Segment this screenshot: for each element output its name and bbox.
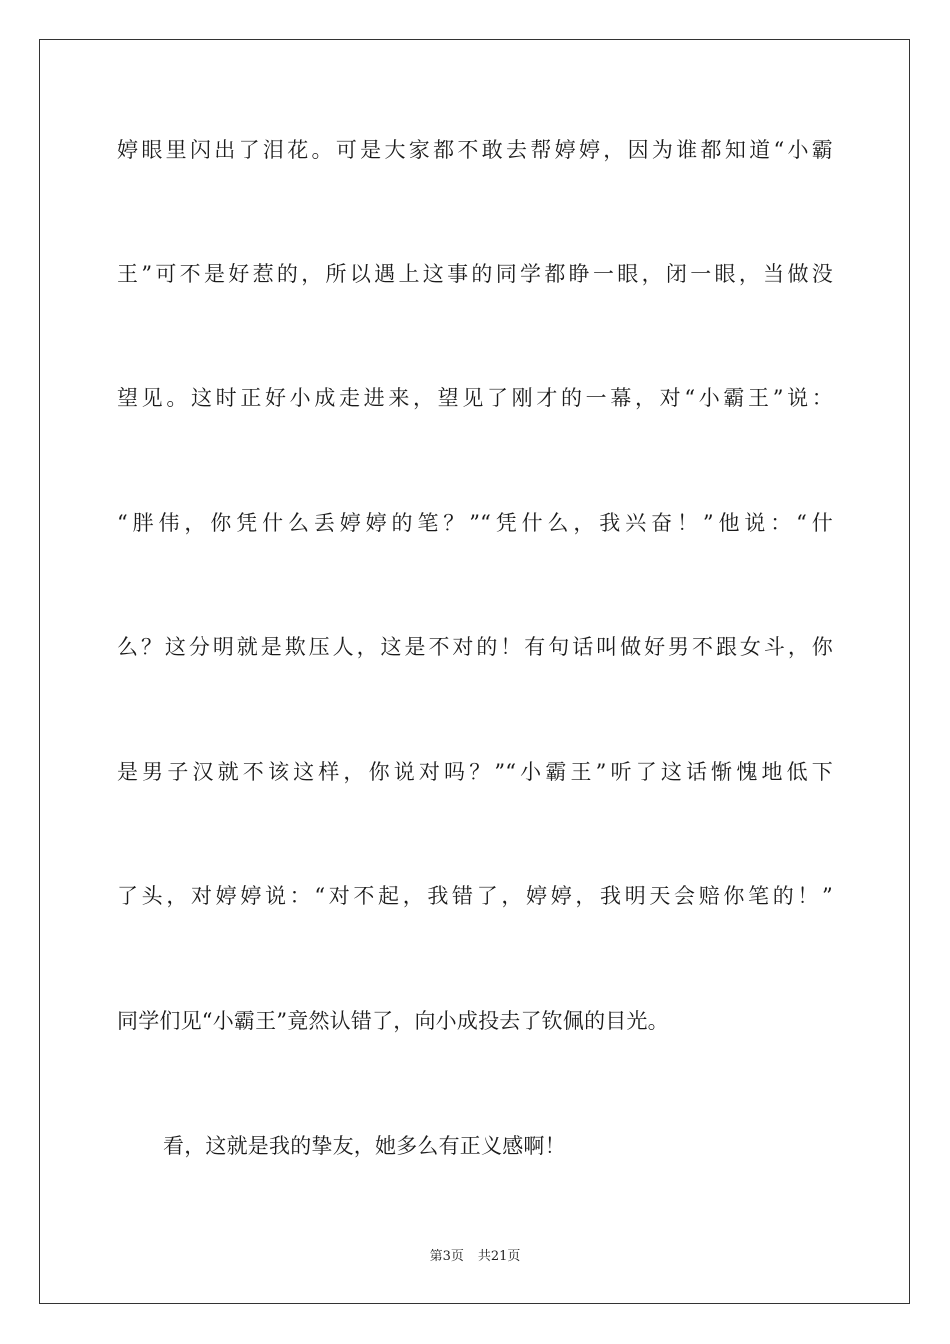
page-border [39, 39, 910, 1304]
page-number: 第3页 [429, 1249, 464, 1264]
paragraph-line: 同学们见“小霸王”竟然认错了，向小成投去了钦佩的目光。 [117, 1009, 669, 1033]
paragraph-line: “胖伟，你凭什么丢婷婷的笔？”“凭什么，我兴奋！”他说：“什 [117, 511, 833, 535]
paragraph-line: 是男子汉就不该这样，你说对吗？”“小霸王”听了这话惭愧地低下 [117, 760, 833, 784]
paragraph-line: 么？这分明就是欺压人，这是不对的！有句话叫做好男不跟女斗，你 [117, 635, 833, 659]
paragraph-line: 王”可不是好惹的，所以遇上这事的同学都睁一眼，闭一眼，当做没 [117, 262, 833, 286]
paragraph-line: 了头，对婷婷说：“对不起，我错了，婷婷，我明天会赔你笔的！” [117, 884, 833, 908]
paragraph-line: 望见。这时正好小成走进来，望见了刚才的一幕，对“小霸王”说： [117, 386, 833, 410]
page-footer [0, 1248, 950, 1266]
paragraph-line: 婷眼里闪出了泪花。可是大家都不敢去帮婷婷，因为谁都知道“小霸 [117, 138, 833, 162]
paragraph-line: 看，这就是我的挚友，她多么有正义感啊！ [163, 1134, 566, 1158]
total-pages: 共21页 [477, 1249, 521, 1264]
